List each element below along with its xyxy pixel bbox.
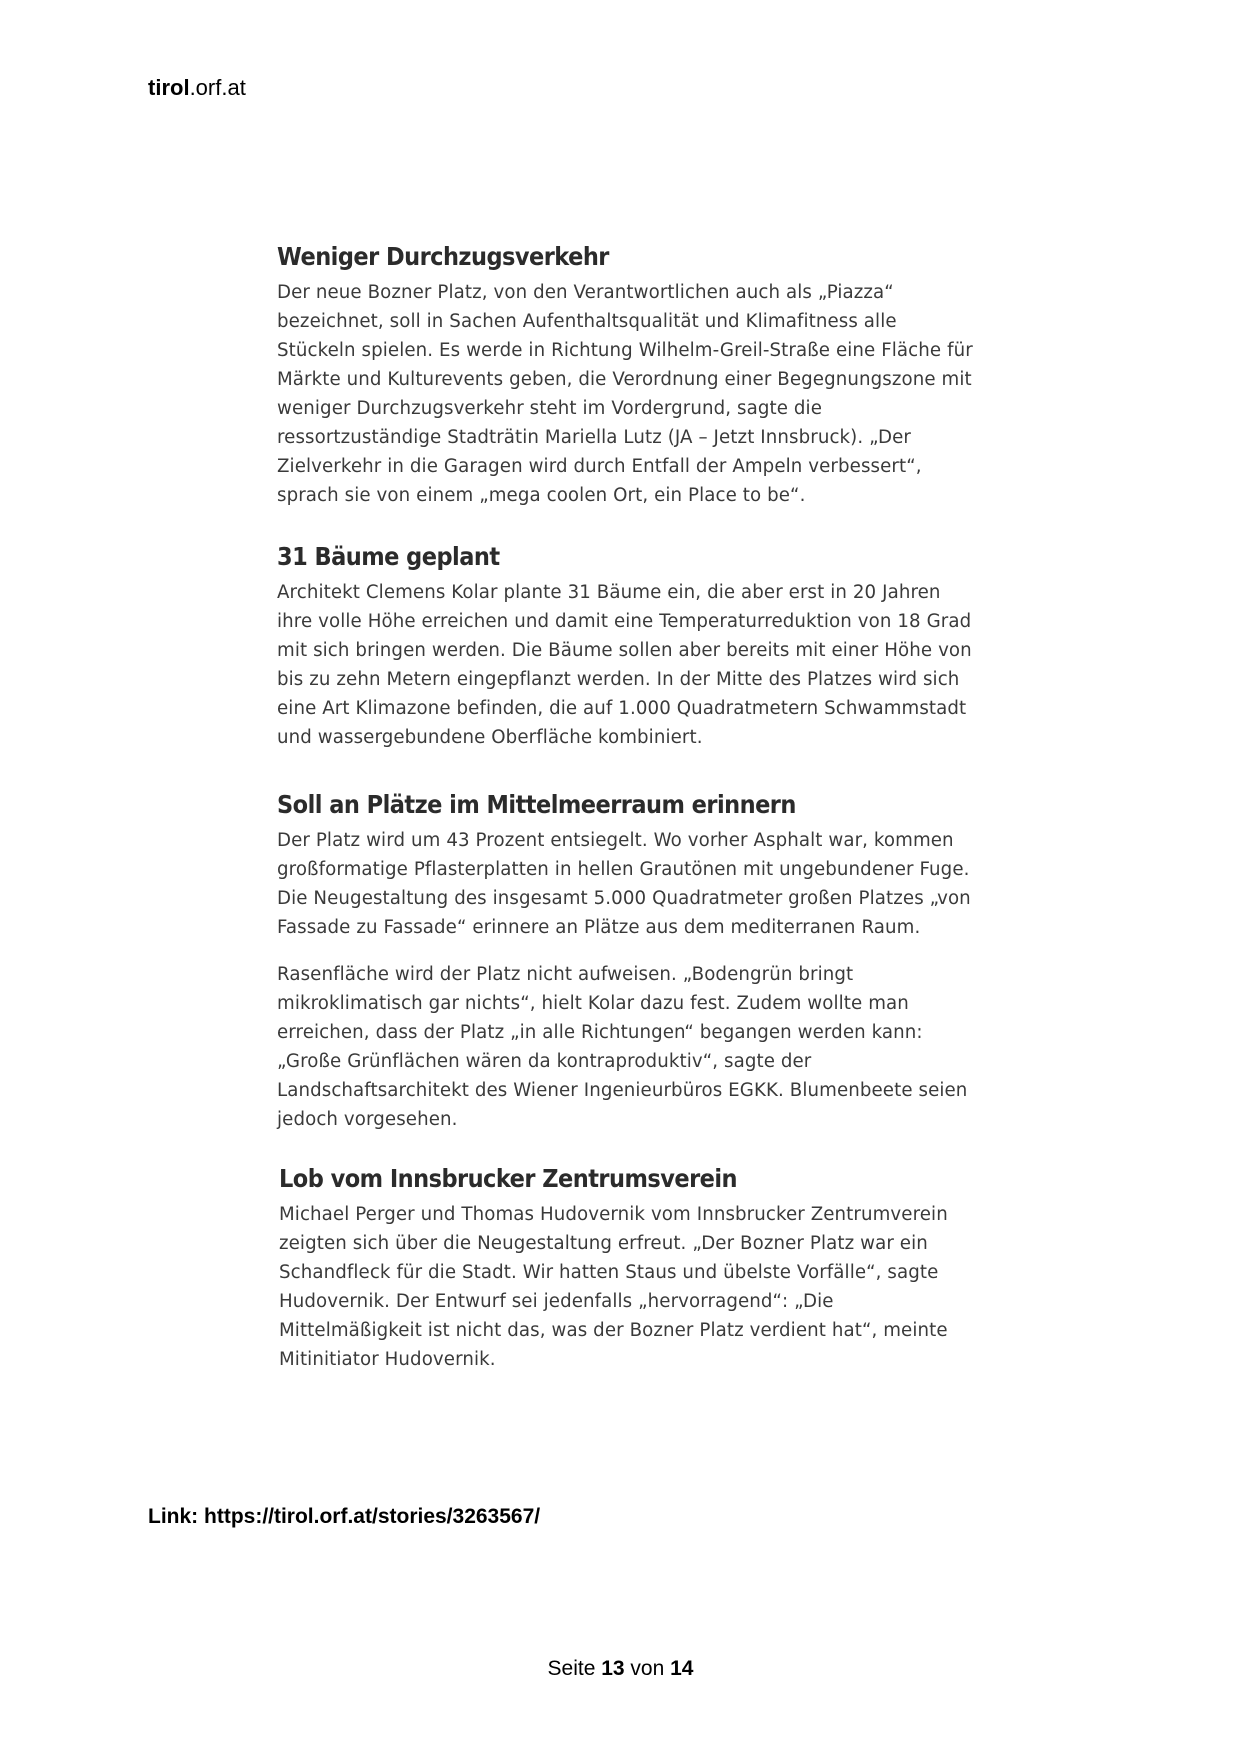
section-heading: Weniger Durchzugsverkehr — [277, 242, 609, 271]
section-heading: Lob vom Innsbrucker Zentrumsverein — [279, 1164, 738, 1193]
section-heading: Soll an Plätze im Mittelmeerraum erinnern — [277, 790, 796, 819]
section-zentrumsverein — [279, 1162, 977, 1374]
footer-current-page: 13 — [601, 1657, 625, 1680]
source-link — [148, 1505, 540, 1529]
article-body — [277, 240, 977, 1408]
section-paragraph: Rasenfläche wird der Platz nicht aufweisen. „Bodengrün bringt mikroklimatisch gar nichts“, hielt Kolar dazu fest. Zudem wollte man erreichen, dass der Platz „in alle Richtungen“ begangen werden kann: „Große Grünflächen wären da kontraproduktiv“, sagte der Landschaftsarchitekt des Wiener Ingenieurbüros EGKK. Blumenbeete seien jedoch vorgesehen. — [277, 964, 968, 1130]
source-link-url[interactable]: https://tirol.orf.at/stories/3263567/ — [204, 1505, 541, 1528]
section-heading: 31 Bäume geplant — [277, 542, 500, 571]
brand-rest: .orf.at — [189, 75, 246, 100]
brand-bold: tirol — [148, 75, 190, 100]
source-link-label: Link: — [148, 1505, 204, 1528]
section-mittelmeerraum — [277, 788, 977, 1134]
section-paragraph: Der neue Bozner Platz, von den Verantwortlichen auch als „Piazza“ bezeichnet, soll in Sachen Aufenthaltsqualität und Klimafitness alle Stückeln spielen. Es werde in Richtung Wilhelm-Greil-Straße eine Fläche für Märkte und Kulturevents geben, die Verordnung einer Begegnungszone mit weniger Durchzugsverkehr steht im Vordergrund, sagte die ressortzuständige Stadträtin Mariella Lutz (JA – Jetzt Innsbruck). „Der Zielverkehr in die Garagen wird durch Entfall der Ampeln verbessert“, sprach sie von einem „mega coolen Ort, ein Place to be“. — [277, 282, 973, 506]
section-paragraph: Michael Perger und Thomas Hudovernik vom Innsbrucker Zentrumverein zeigten sich über die Neugestaltung erfreut. „Der Bozner Platz war ein Schandfleck für die Stadt. Wir hatten Staus und übelste Vorfälle“, sagte Hudovernik. Der Entwurf sei jedenfalls „hervorragend“: „Die Mittelmäßigkeit ist nicht das, was der Bozner Platz verdient hat“, meinte Mitinitiator Hudovernik. — [279, 1204, 948, 1370]
page-footer — [0, 1657, 1241, 1681]
section-weniger-durchzugsverkehr — [277, 240, 977, 510]
section-paragraph: Architekt Clemens Kolar plante 31 Bäume ein, die aber erst in 20 Jahren ihre volle Höhe erreichen und damit eine Temperaturreduktion von 18 Grad mit sich bringen werden. Die Bäume sollen aber bereits mit einer Höhe von bis zu zehn Metern eingepflanzt werden. In der Mitte des Platzes wird sich eine Art Klimazone befinden, die auf 1.000 Quadratmetern Schwammstadt und wassergebundene Oberfläche kombiniert. — [277, 582, 972, 748]
section-baeume-geplant — [277, 540, 977, 752]
footer-middle: von — [624, 1657, 671, 1680]
footer-total-pages: 14 — [670, 1657, 694, 1680]
footer-prefix: Seite — [547, 1657, 602, 1680]
section-paragraph: Der Platz wird um 43 Prozent entsiegelt. Wo vorher Asphalt war, kommen großformatige Pflasterplatten in hellen Grautönen mit ungebundener Fuge. Die Neugestaltung des insgesamt 5.000 Quadratmeter großen Platzes „von Fassade zu Fassade“ erinnere an Plätze aus dem mediterranen Raum. — [277, 830, 971, 938]
site-brand — [148, 75, 246, 101]
